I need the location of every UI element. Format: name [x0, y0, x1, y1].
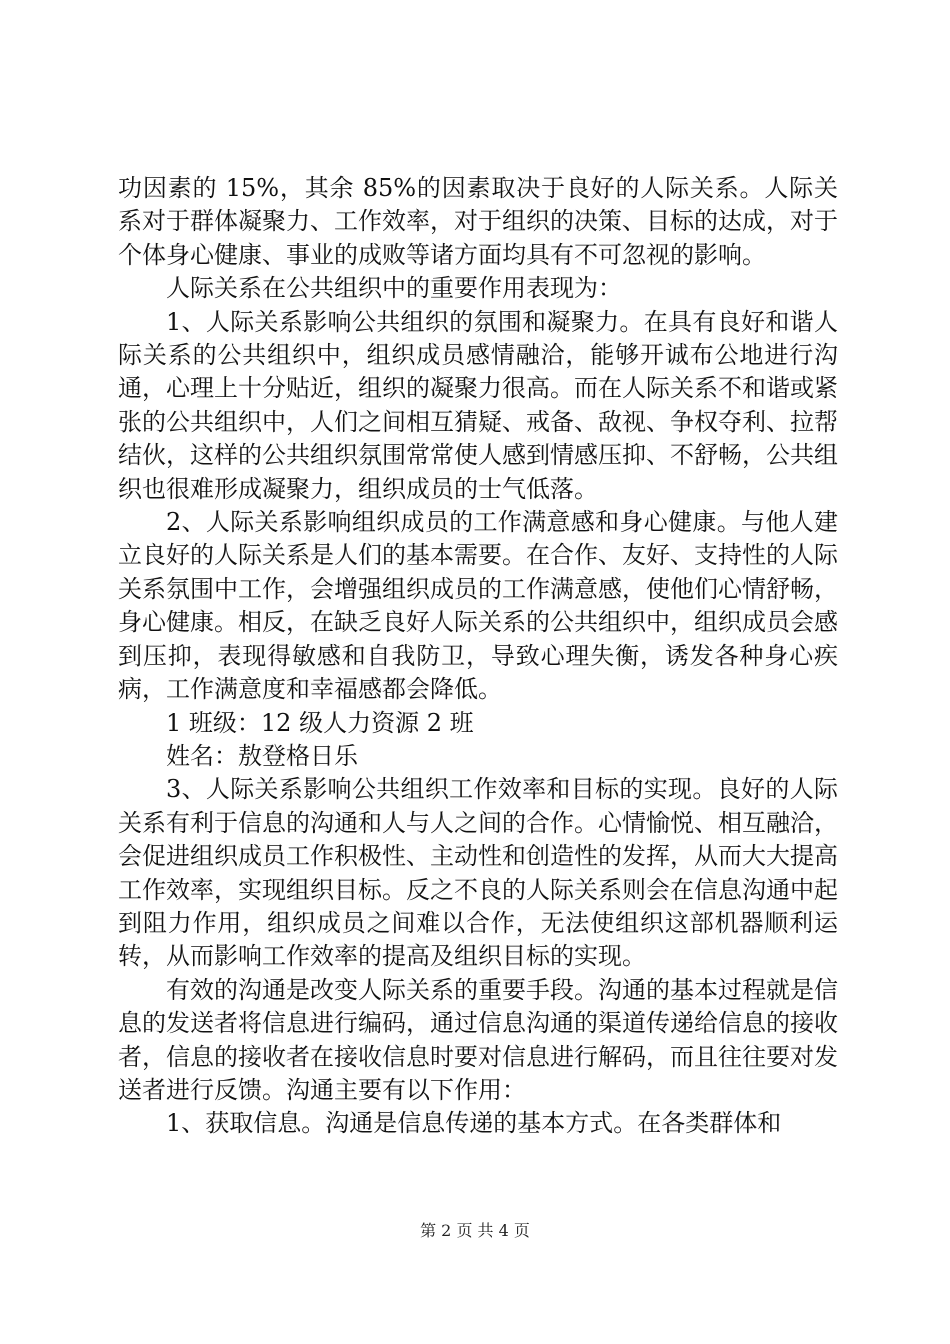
student-name: 姓名：敖登格日乐: [166, 741, 358, 770]
paragraph-communication: 有效的沟通是改变人际关系的重要手段。沟通的基本过程就是信息的发送者将信息进行编码，通过信息沟通的渠道传递给信息的接收者，信息的接收者在接收信息时要对信息进行解码，而且往往要对发送者进行反馈。沟通主要有以下作用：: [118, 975, 838, 1104]
paragraph-communication-point-1: 1、获取信息。沟通是信息传递的基本方式。在各类群体和: [166, 1109, 782, 1138]
document-body: [118, 172, 838, 1141]
paragraph-point-3: 3、人际关系影响公共组织工作效率和目标的实现。良好的人际关系有利于信息的沟通和人与人之间的合作。心情愉悦、相互融洽，会促进组织成员工作积极性、主动性和创造性的发挥，从而大大提高工作效率，实现组织目标。反之不良的人际关系则会在信息沟通中起到阻力作用，组织成员之间难以合作，无法使组织这部机器顺利运转，从而影响工作效率的提高及组织目标的实现。: [118, 775, 838, 971]
page-footer: 第 2 页 共 4 页: [420, 1221, 530, 1240]
paragraph-point-2: 2、人际关系影响组织成员的工作满意感和身心健康。与他人建立良好的人际关系是人们的基本需要。在合作、友好、支持性的人际关系氛围中工作，会增强组织成员的工作满意感，使他们心情舒畅，身心健康。相反，在缺乏良好人际关系的公共组织中，组织成员会感到压抑，表现得敏感和自我防卫，导致心理失衡，诱发各种身心疾病，工作满意度和幸福感都会降低。: [118, 508, 838, 704]
paragraph-point-1: 1、人际关系影响公共组织的氛围和凝聚力。在具有良好和谐人际关系的公共组织中，组织成员感情融洽，能够开诚布公地进行沟通，心理上十分贴近，组织的凝聚力很高。而在人际关系不和谐或紧张的公共组织中，人们之间相互猜疑、戒备、敌视、争权夺利、拉帮结伙，这样的公共组织氛围常常使人感到情感压抑、不舒畅，公共组织也很难形成凝聚力，组织成员的士气低落。: [118, 307, 838, 503]
class-info: 1 班级：12 级人力资源 2 班: [166, 708, 474, 737]
paragraph-continuation: 功因素的 15%，其余 85%的因素取决于良好的人际关系。人际关系对于群体凝聚力、工作效率，对于组织的决策、目标的达成，对于个体身心健康、事业的成败等诸方面均具有不可忽视的影响。: [118, 174, 838, 269]
paragraph-intro-roles: 人际关系在公共组织中的重要作用表现为：: [166, 274, 622, 303]
